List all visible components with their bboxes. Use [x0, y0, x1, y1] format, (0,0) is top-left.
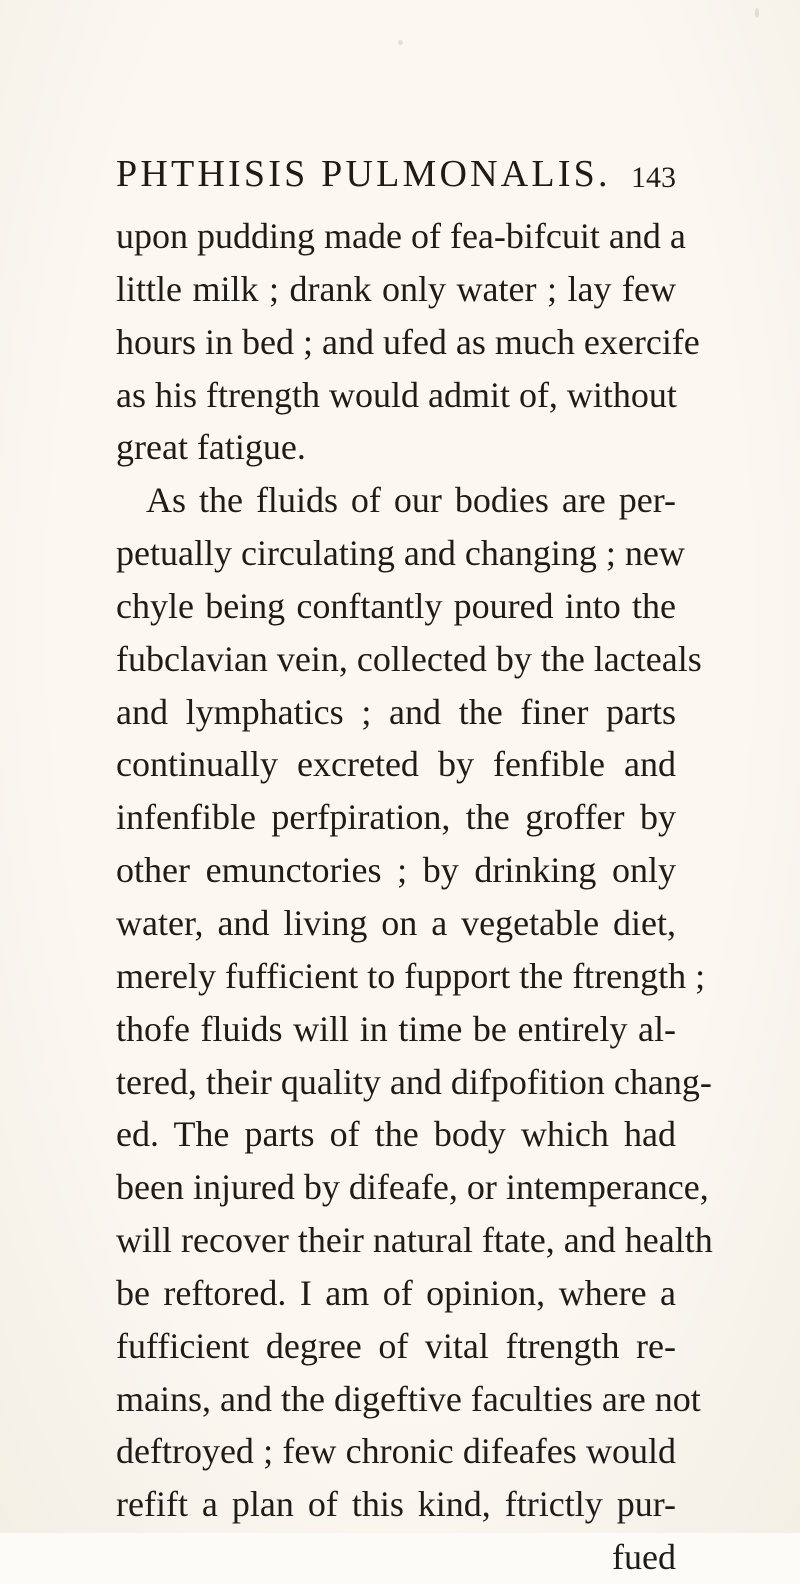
text-line: hours in bed ; and ufed as much exercife	[116, 321, 700, 362]
running-head	[116, 148, 676, 200]
text-line: upon pudding made of fea-bifcuit and a	[116, 216, 686, 256]
paper-speck	[398, 40, 403, 45]
paper-speck	[755, 8, 759, 18]
text-line: water, and living on a vegetable diet,	[116, 902, 676, 943]
body-text	[116, 210, 713, 1584]
text-line: deftroyed ; few chronic difeafes would	[116, 1431, 676, 1472]
text-line: mains, and the digeftive faculties are not	[116, 1378, 701, 1419]
catchword: fued	[612, 1537, 676, 1578]
text-line: will recover their natural ftate, and health	[116, 1220, 713, 1261]
text-line: been injured by difeafe, or intemperance,	[116, 1167, 709, 1208]
text-line: continually excreted by fenfible and	[116, 744, 676, 785]
text-line: refift a plan of this kind, ftrictly pur-	[116, 1484, 676, 1525]
text-line: ed. The parts of the body which had	[116, 1114, 676, 1155]
text-line: and lymphatics ; and the finer parts	[116, 691, 676, 732]
text-line: As the fluids of our bodies are per-	[146, 480, 676, 521]
running-title: PHTHISIS PULMONALIS.	[116, 153, 611, 195]
text-line: be reftored. I am of opinion, where a	[116, 1272, 676, 1313]
text-line: tered, their quality and difpofition chang-	[116, 1061, 712, 1102]
text-line: fufficient degree of vital ftrength re-	[116, 1325, 676, 1366]
text-line: chyle being conftantly poured into the	[116, 585, 676, 626]
text-line: infenfible perfpiration, the groffer by	[116, 797, 676, 838]
text-line: merely fufficient to fupport the ftrength ;	[116, 955, 706, 996]
page-number: 143	[631, 161, 676, 194]
text-line: little milk ; drank only water ; lay few	[116, 268, 676, 309]
text-line: fubclavian vein, collected by the lacteals	[116, 638, 702, 679]
text-line: petually circulating and changing ; new	[116, 533, 685, 574]
text-line: as his ftrength would admit of, without	[116, 374, 677, 415]
text-line: great fatigue.	[116, 427, 306, 468]
text-line: thofe fluids will in time be entirely al-	[116, 1008, 676, 1049]
text-line: other emunctories ; by drinking only	[116, 850, 676, 891]
